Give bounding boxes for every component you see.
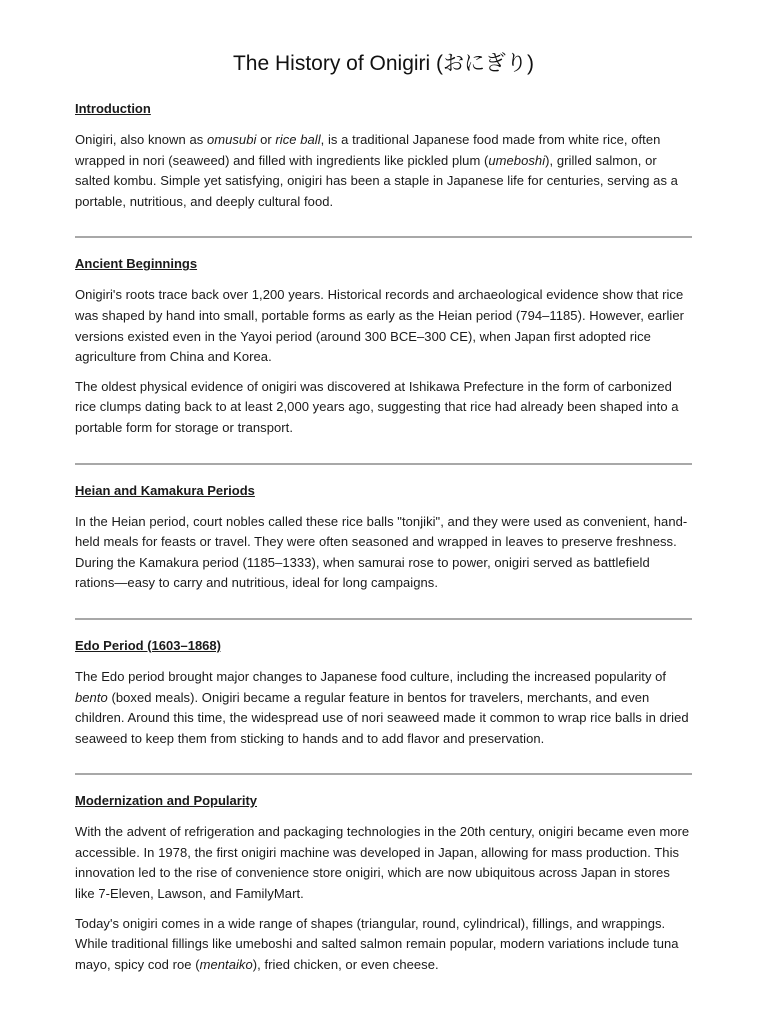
section-divider — [75, 618, 692, 620]
paragraph: The oldest physical evidence of onigiri was discovered at Ishikawa Prefecture in the form of carbonized rice clumps dating back to at least 2,000 years ago, suggesting that rice had already been shaped into a portable form for storage or transport. — [75, 378, 679, 435]
paragraph: Onigiri, also known as omusubi or rice ball, is a traditional Japanese food made from white rice, often wrapped in nori (seaweed) and filled with ingredients like pickled plum (umeboshi), grilled salmon, or salted kombu. Simple yet satisfying, onigiri has been a staple in Japanese life for centuries, serving as a portable, nutritious, and deeply cultural food. — [75, 132, 678, 209]
section-heading: Ancient Beginnings — [75, 256, 198, 272]
section-modernization — [75, 792, 692, 975]
section-ancient-beginnings — [75, 255, 692, 438]
section-heian-kamakura — [75, 482, 692, 594]
section-edo-period — [75, 637, 692, 749]
section-heading: Introduction — [75, 101, 151, 116]
section-divider — [75, 773, 692, 775]
section-heading: Edo Period (1603–1868) — [75, 637, 221, 653]
paragraph: In the Heian period, court nobles called these rice balls "tonjiki", and they were used as convenient, hand-held meals for feasts or travel. They were often seasoned and wrapped in leaves to preserve freshness. During the Kamakura period (1185–1333), when samurai rose to power, onigiri served as battlefield rations—easy to carry and nutritious, ideal for long campaigns. — [75, 513, 688, 591]
section-heading: Heian and Kamakura Periods — [75, 482, 255, 498]
paragraph: Onigiri's roots trace back over 1,200 years. Historical records and archaeological evidence show that rice was shaped by hand into small, portable forms as early as the Heian period (794–1185). However, earlier versions existed even in the Yayoi period (around 300 BCE–300 CE), when Japan first adopted rice agriculture from China and Korea. — [75, 287, 685, 365]
section-introduction — [75, 100, 692, 212]
section-heading: Modernization and Popularity — [75, 793, 258, 809]
paragraph: Today's onigiri comes in a wide range of shapes (triangular, round, cylindrical), fillings, and wrappings. While traditional fillings like umeboshi and salted salmon remain popular, modern variations include tuna mayo, spicy cod roe (mentaiko), fried chicken, or even cheese. — [75, 915, 679, 972]
paragraph: With the advent of refrigeration and packaging technologies in the 20th century, onigiri became even more accessible. In 1978, the first onigiri machine was developed in Japan, allowing for mass production. This innovation led to the rise of convenience store onigiri, which are now ubiquitous across Japan in stores like 7-Eleven, Lawson, and FamilyMart. — [75, 824, 690, 902]
section-divider — [75, 463, 692, 465]
page-title: The History of Onigiri (おにぎり) — [232, 52, 535, 75]
section-divider — [75, 236, 692, 238]
paragraph: The Edo period brought major changes to Japanese food culture, including the increased popularity of bento (boxed meals). Onigiri became a regular feature in bentos for travelers, merchants, and even children. Around this time, the widespread use of nori seaweed made it common to wrap rice balls in dried seaweed to keep them from sticking to hands and to add flavor and preservation. — [75, 668, 689, 746]
